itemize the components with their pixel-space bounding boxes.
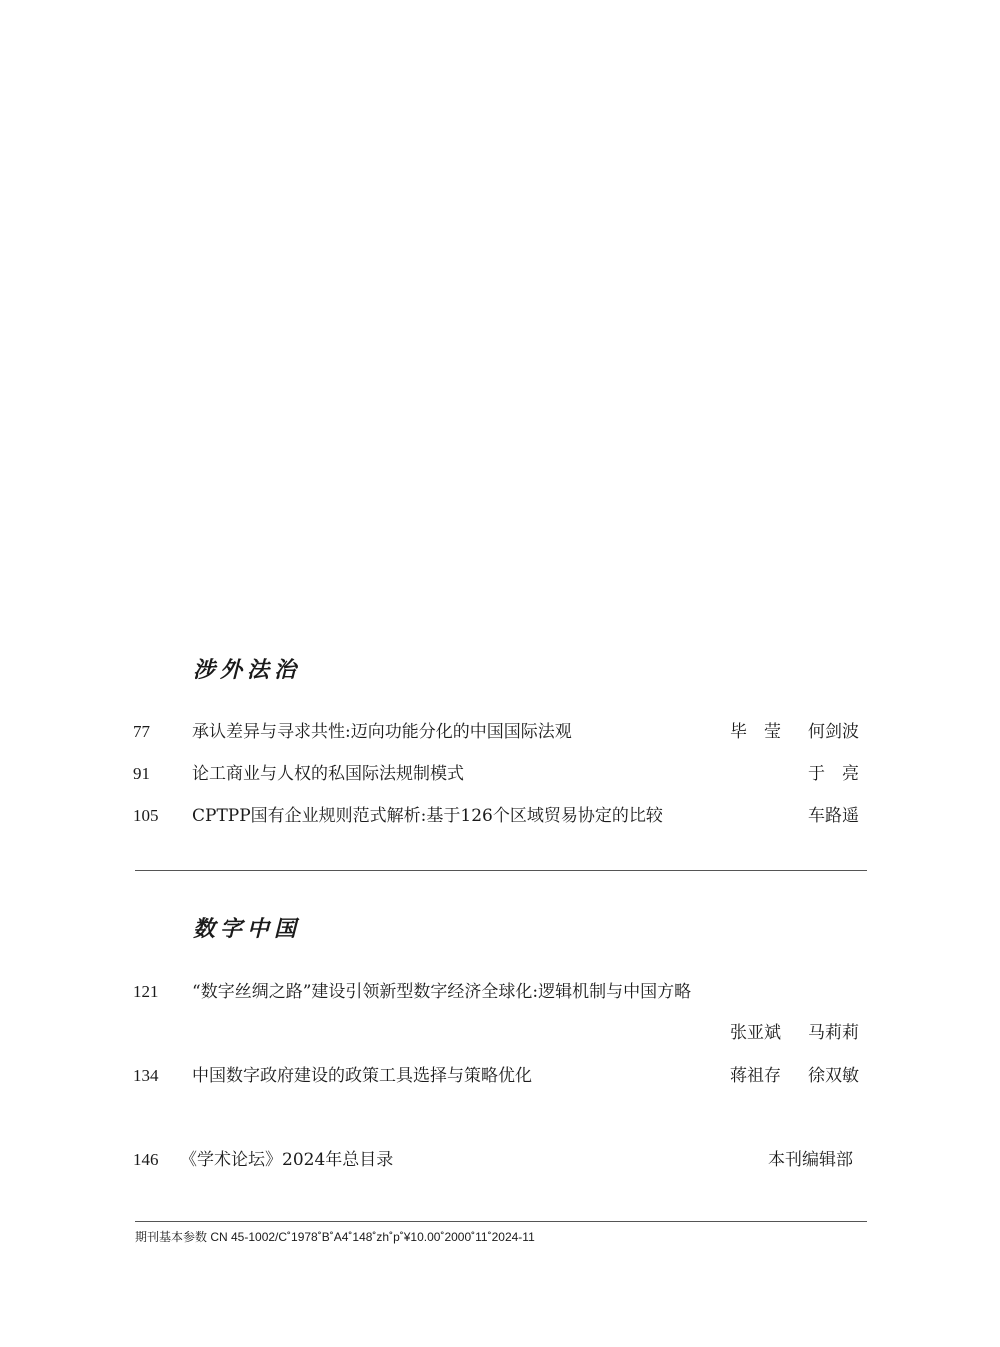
toc-entry-authors	[0, 1019, 1000, 1047]
article-title: 承认差异与寻求共性:迈向功能分化的中国国际法观	[192, 722, 572, 742]
page-number: 77	[133, 722, 150, 741]
article-title: 论工商业与人权的私国际法规制模式	[192, 764, 464, 784]
author-name: 徐双敏	[808, 1066, 859, 1086]
article-title: 中国数字政府建设的政策工具选择与策略优化	[192, 1066, 532, 1086]
page-number: 146	[133, 1150, 159, 1169]
footer-divider	[135, 1221, 867, 1222]
page-number: 121	[133, 982, 159, 1001]
author-name: 车路遥	[808, 806, 859, 826]
author-name: 张亚斌	[730, 1023, 781, 1043]
article-title: CPTPP国有企业规则范式解析:基于126个区域贸易协定的比较	[192, 806, 663, 826]
toc-entry[interactable]	[0, 802, 1000, 830]
author-name: 蒋祖存	[730, 1066, 781, 1086]
toc-entry[interactable]	[0, 760, 1000, 788]
article-title: “数字丝绸之路”建设引领新型数字经济全球化:逻辑机制与中国方略	[192, 982, 692, 1002]
journal-parameters: 期刊基本参数 CN 45-1002/C˚1978˚B˚A4˚148˚zh˚p˚¥10.00˚2000˚11˚2024-11	[135, 1230, 535, 1244]
section-divider	[135, 870, 867, 871]
author-name: 何剑波	[808, 722, 859, 742]
page-number: 91	[133, 764, 150, 783]
article-title: 《学术论坛》2024年总目录	[180, 1150, 394, 1170]
section-title-foreign-law: 涉外法治	[193, 657, 302, 683]
toc-entry[interactable]	[0, 1062, 1000, 1090]
page-number: 134	[133, 1066, 159, 1085]
author-name: 马莉莉	[808, 1023, 859, 1043]
page-number: 105	[133, 806, 159, 825]
section-title-digital-china: 数字中国	[193, 916, 302, 942]
author-name: 毕 莹	[730, 722, 781, 742]
toc-entry-annual-index[interactable]	[0, 1146, 1000, 1174]
toc-entry[interactable]	[0, 978, 1000, 1006]
author-name: 于 亮	[808, 764, 859, 784]
author-name: 本刊编辑部	[768, 1150, 853, 1170]
toc-entry[interactable]	[0, 718, 1000, 746]
